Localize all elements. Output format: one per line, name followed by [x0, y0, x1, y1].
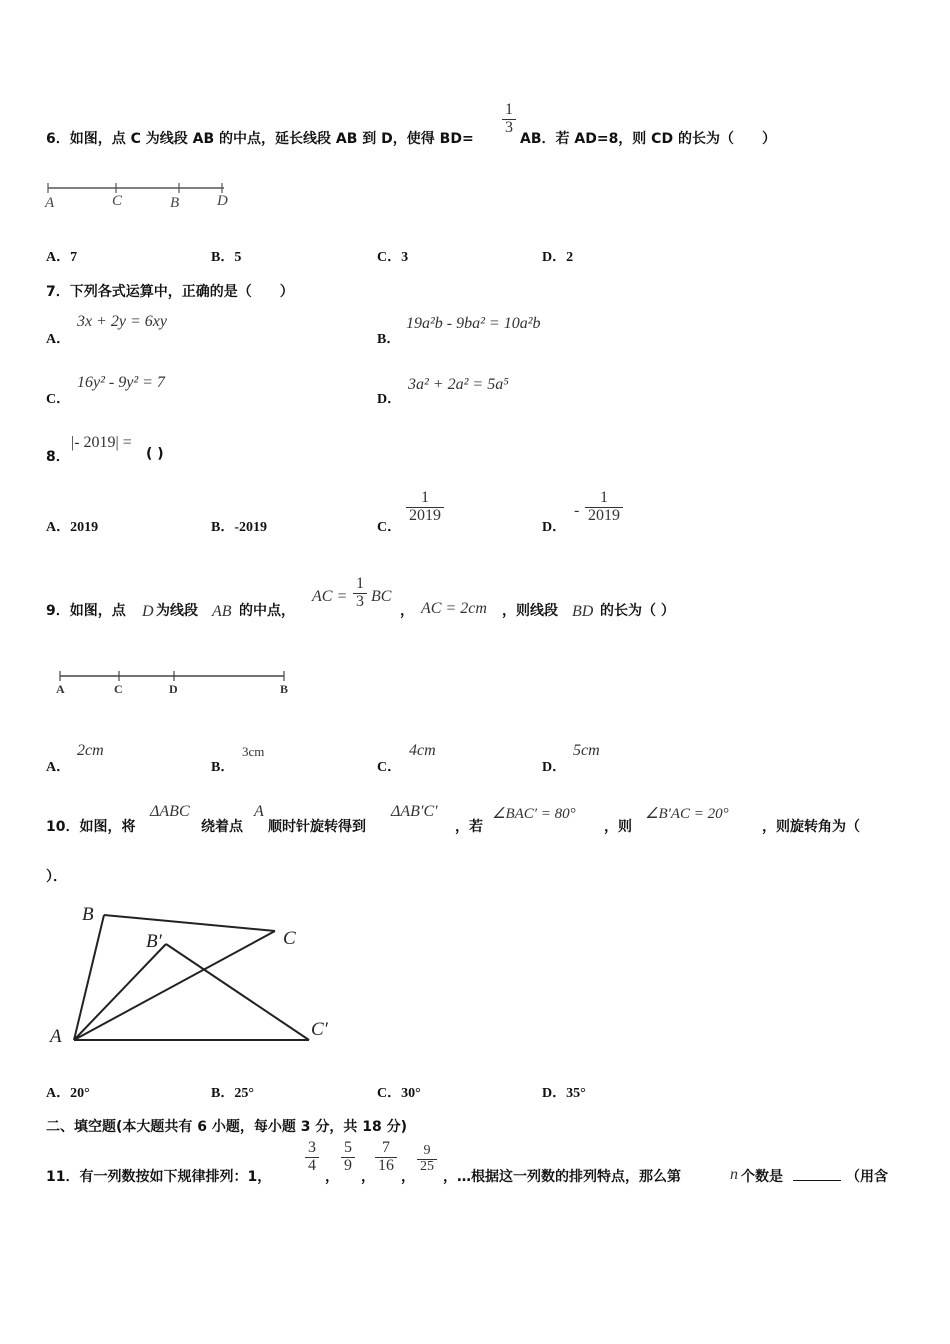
- q6-label-b: B: [170, 195, 180, 211]
- q11-n: n: [730, 1166, 738, 1183]
- q10-t4: ，若: [455, 819, 483, 835]
- q6-text-before: 如图，点 C 为线段 AB 的中点，延长线段 AB 到 D，使得 BD=: [69, 131, 474, 147]
- q10-label-b-prime: B′: [146, 931, 162, 952]
- q6-option-b-letter: B．: [211, 250, 235, 265]
- q9-eq1-num: 1: [356, 575, 364, 592]
- q10-tri1: ΔABC: [150, 803, 190, 820]
- q6-option-b-value: 5: [234, 250, 242, 265]
- q10-stem-part1: [46, 816, 135, 836]
- q6-stem: [46, 128, 474, 148]
- q10-label-a: A: [50, 1026, 62, 1047]
- q10-side-ab: [74, 915, 104, 1040]
- q9-option-d[interactable]: 5cm: [573, 742, 600, 759]
- q6-option-c-letter: C．: [377, 250, 402, 265]
- q11-answer-blank[interactable]: [793, 1168, 841, 1181]
- q8-option-d-letter: D．: [542, 520, 567, 535]
- q10-number: 10．: [46, 819, 80, 835]
- q9-seg-bd: BD: [572, 603, 594, 620]
- q6-label-c: C: [112, 193, 123, 209]
- q10-line2: ）．: [46, 869, 67, 885]
- q10-tri2: ΔAB′C′: [391, 803, 438, 820]
- q10-option-b-letter: B．: [211, 1086, 235, 1101]
- q8-option-c[interactable]: [406, 490, 444, 525]
- q10-t1: 如图，将: [79, 819, 136, 835]
- q7-option-b[interactable]: 19a²b - 9ba² = 10a²b: [406, 315, 541, 332]
- q9-t1: 如图，点: [69, 603, 126, 619]
- q8-option-b[interactable]: [211, 516, 267, 536]
- q10-option-d-value: 35°: [566, 1086, 586, 1101]
- q10-t3: 顺时针旋转得到: [268, 819, 366, 835]
- q11-frac-3-num: 7: [382, 1139, 390, 1156]
- q11-sep-1: ，: [325, 1169, 339, 1185]
- q8-option-c-den: 2019: [406, 507, 444, 525]
- q10-option-c-value: 30°: [401, 1086, 421, 1101]
- q9-option-c[interactable]: 4cm: [409, 742, 436, 759]
- q6-number: 6．: [46, 131, 70, 147]
- q11-number: 11．: [46, 1169, 80, 1185]
- q7-number: 7．: [46, 284, 70, 300]
- q8-option-d-num: 1: [600, 489, 608, 506]
- q10-option-a-letter: A．: [46, 1086, 71, 1101]
- q10-t5: ，则: [604, 819, 632, 835]
- q7-text: 下列各式运算中，正确的是（ ）: [69, 284, 294, 300]
- q6-label-d: D: [217, 193, 228, 209]
- q10-label-c-prime: C′: [311, 1019, 328, 1040]
- q6-option-c[interactable]: [377, 246, 408, 266]
- q11-t3: 个数是: [741, 1169, 783, 1185]
- q7-option-d[interactable]: 3a² + 2a² = 5a⁵: [408, 376, 509, 393]
- q11-sep-2: ，: [361, 1169, 375, 1185]
- q10-angle2: ∠B′AC = 20°: [645, 806, 729, 822]
- q7-option-d-letter: D．: [377, 392, 402, 407]
- q9-label-c: C: [114, 682, 123, 696]
- q9-option-b-letter: B．: [211, 760, 235, 775]
- q7-stem: [46, 281, 294, 301]
- q10-side-bc: [104, 915, 275, 931]
- q8-option-a-value: 2019: [70, 520, 99, 535]
- q9-option-d-letter: D．: [542, 760, 567, 775]
- q8-expr: |- 2019| =: [71, 434, 132, 451]
- q10-option-c[interactable]: [377, 1082, 421, 1102]
- q9-label-a: A: [56, 682, 65, 696]
- q6-text-after: AB．若 AD=8，则 CD 的长为（ ）: [520, 131, 776, 147]
- q8-option-c-num: 1: [421, 489, 429, 506]
- q10-side-bc-prime: [166, 944, 309, 1040]
- q11-frac-1-num: 3: [308, 1139, 316, 1156]
- q9-seg-ab: AB: [212, 603, 232, 620]
- q9-option-a[interactable]: 2cm: [77, 742, 104, 759]
- q11-frac-1-den: 4: [305, 1157, 319, 1175]
- q9-label-b: B: [280, 682, 289, 696]
- q10-angle1: ∠BAC′ = 80°: [492, 806, 576, 822]
- q7-option-c[interactable]: 16y² - 9y² = 7: [77, 374, 165, 391]
- q6-option-d[interactable]: [542, 246, 573, 266]
- q11-frac-3: [375, 1140, 397, 1175]
- q8-option-c-letter: C．: [377, 520, 402, 535]
- q10-triangle-figure: [44, 898, 344, 1050]
- q6-frac-den: 3: [502, 119, 516, 137]
- q11-sep-3: ，: [401, 1169, 415, 1185]
- q9-point-d: D: [142, 603, 154, 620]
- q11-t1: 有一列数按如下规律排列：1，: [79, 1169, 272, 1185]
- q9-line-figure: [52, 667, 302, 699]
- q9-stem-part1: [46, 600, 126, 620]
- q9-comma: ，: [400, 603, 414, 619]
- q11-frac-4-den: 25: [417, 1159, 437, 1175]
- q11-frac-2-num: 5: [344, 1139, 352, 1156]
- q7-option-c-letter: C．: [46, 392, 71, 407]
- q6-option-d-letter: D．: [542, 250, 567, 265]
- q10-option-d[interactable]: [542, 1082, 586, 1102]
- q9-eq2: AC = 2cm: [421, 600, 487, 617]
- q10-label-b: B: [82, 904, 94, 925]
- q11-t4: （用含: [846, 1169, 888, 1185]
- q10-t2: 绕着点: [201, 819, 243, 835]
- q10-point-a: A: [254, 803, 264, 820]
- q10-option-d-letter: D．: [542, 1086, 567, 1101]
- q10-option-c-letter: C．: [377, 1086, 402, 1101]
- section2-title: 二、填空题(本大题共有 6 小题，每小题 3 分，共 18 分): [46, 1119, 408, 1135]
- q6-label-a: A: [45, 195, 55, 211]
- q10-side-ab-prime: [74, 944, 166, 1040]
- q10-label-c: C: [283, 928, 296, 949]
- q9-label-d: D: [169, 682, 178, 696]
- q6-option-a-value: 7: [70, 250, 78, 265]
- q10-option-b-value: 25°: [234, 1086, 254, 1101]
- q10-side-ac: [74, 931, 275, 1040]
- q11-stem-part1: [46, 1166, 271, 1186]
- q6-option-a[interactable]: [46, 246, 77, 266]
- q7-option-a[interactable]: 3x + 2y = 6xy: [77, 313, 167, 330]
- q9-option-c-letter: C．: [377, 760, 402, 775]
- q8-option-a-letter: A．: [46, 520, 71, 535]
- q8-option-b-letter: B．: [211, 520, 235, 535]
- q10-option-a-value: 20°: [70, 1086, 90, 1101]
- q11-frac-4-num: 9: [423, 1143, 431, 1158]
- q9-t4: ，则线段: [502, 603, 558, 619]
- q9-t3: 的中点，: [239, 603, 295, 619]
- q11-frac-2-den: 9: [341, 1157, 355, 1175]
- q7-option-a-letter: A．: [46, 332, 71, 347]
- q9-eq1-den: 3: [353, 593, 367, 611]
- q11-frac-3-den: 16: [375, 1157, 397, 1175]
- q6-frac-num: 1: [505, 101, 513, 118]
- q9-eq1-right: BC: [371, 588, 392, 605]
- q11-frac-2: [341, 1140, 355, 1175]
- q8-paren: ( ): [146, 446, 164, 462]
- q6-line-figure: [40, 178, 240, 212]
- q6-fraction: [502, 102, 516, 137]
- q9-eq1-left: AC =: [312, 588, 348, 605]
- q6-option-b[interactable]: [211, 246, 241, 266]
- q9-t2: 为线段: [156, 603, 198, 619]
- q9-t5: 的长为（ ）: [600, 603, 675, 619]
- q11-t2: ，…根据这一列数的排列特点，那么第: [443, 1169, 681, 1185]
- q8-option-d[interactable]: [585, 490, 623, 525]
- q8-number: 8．: [46, 449, 70, 465]
- q10-option-b[interactable]: [211, 1082, 254, 1102]
- q11-frac-4: [417, 1144, 437, 1174]
- q9-eq1-fraction: [353, 576, 367, 611]
- q9-option-a-letter: A．: [46, 760, 71, 775]
- q6-option-c-value: 3: [401, 250, 409, 265]
- q7-option-b-letter: B．: [377, 332, 401, 347]
- q8-option-a[interactable]: [46, 516, 98, 536]
- q6-option-d-value: 2: [566, 250, 574, 265]
- q9-number: 9．: [46, 603, 70, 619]
- q8-option-d-sign: -: [574, 502, 580, 519]
- q8-option-d-den: 2019: [585, 507, 623, 525]
- q8-option-b-value: -2019: [234, 520, 268, 535]
- q10-t6: ，则旋转角为（: [762, 819, 860, 835]
- q11-frac-1: [305, 1140, 319, 1175]
- q10-option-a[interactable]: [46, 1082, 90, 1102]
- q9-option-b[interactable]: 3cm: [242, 744, 265, 759]
- q6-option-a-letter: A．: [46, 250, 71, 265]
